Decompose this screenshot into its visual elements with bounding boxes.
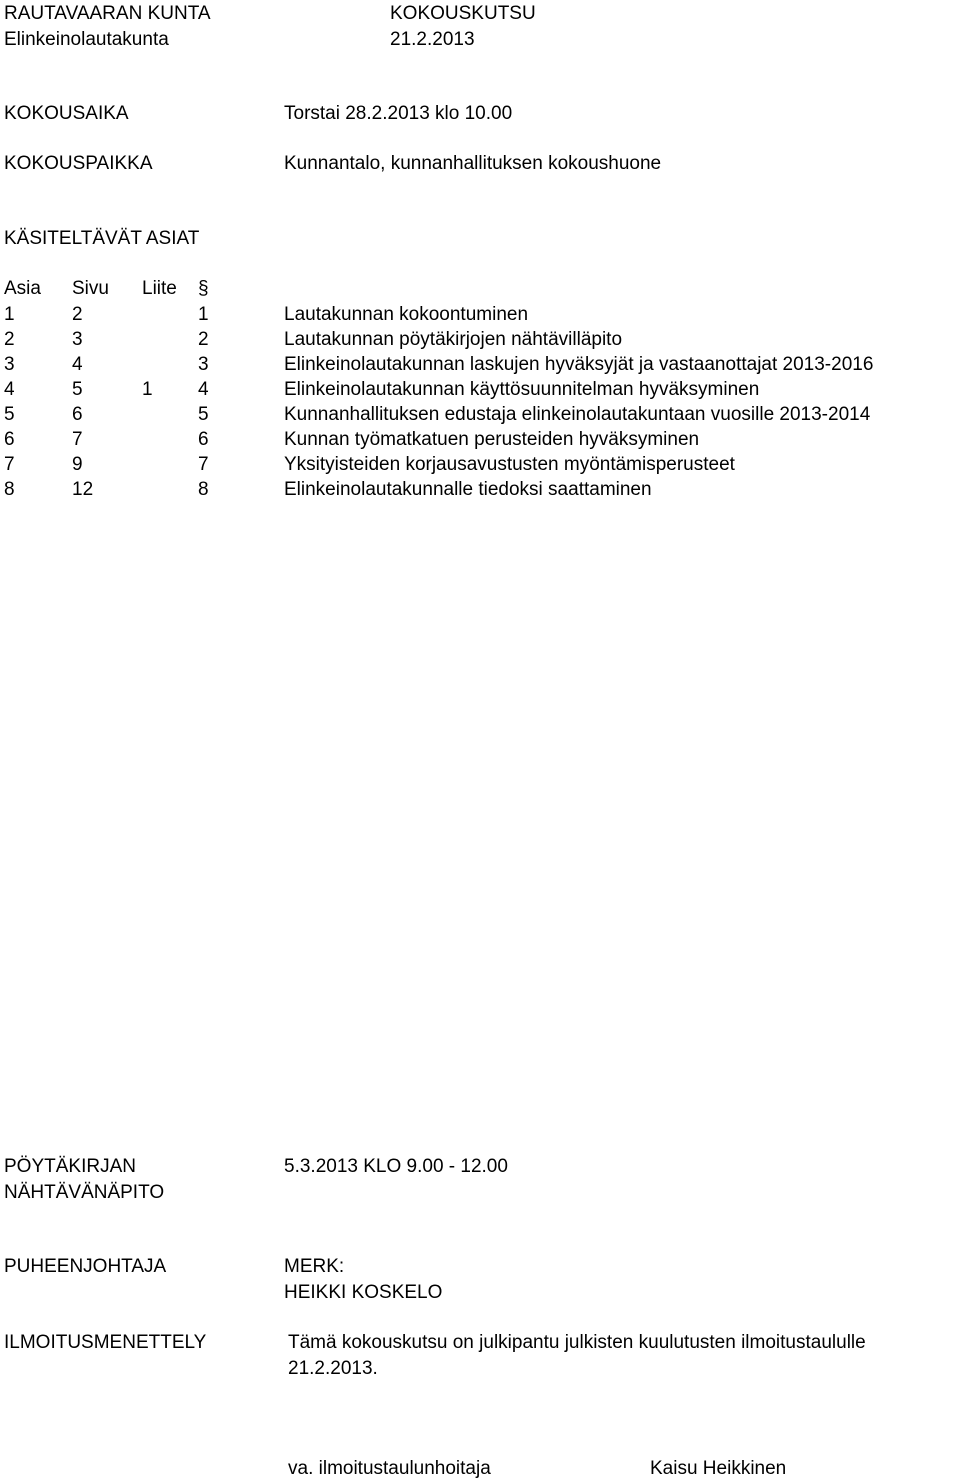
- minutes-label-line2: NÄHTÄVÄNÄPITO: [4, 1182, 165, 1203]
- agenda-section: 3: [198, 354, 209, 375]
- meeting-place-value: Kunnantalo, kunnanhallituksen kokoushuone: [284, 153, 662, 174]
- meeting-time-value: Torstai 28.2.2013 klo 10.00: [284, 103, 513, 124]
- column-header-section: §: [198, 278, 209, 299]
- agenda-asia: 3: [4, 354, 15, 375]
- agenda-title: Elinkeinolautakunnan käyttösuunnitelman hyväksyminen: [284, 379, 760, 400]
- column-header-sivu: Sivu: [72, 278, 109, 299]
- agenda-section: 8: [198, 479, 209, 500]
- agenda-title: Elinkeinolautakunnan laskujen hyväksyjät ja vastaanottajat 2013-2016: [284, 354, 874, 375]
- minutes-label-line1: PÖYTÄKIRJAN: [4, 1156, 136, 1177]
- agenda-sivu: 3: [72, 329, 83, 350]
- notice-text-line1: Tämä kokouskutsu on julkipantu julkisten kuulutusten ilmoitustaululle: [288, 1332, 866, 1353]
- agenda-section: 6: [198, 429, 209, 450]
- chair-name: HEIKKI KOSKELO: [284, 1282, 443, 1303]
- meeting-time-label: KOKOUSAIKA: [4, 103, 129, 124]
- chair-label: PUHEENJOHTAJA: [4, 1256, 167, 1277]
- agenda-sivu: 4: [72, 354, 83, 375]
- agenda-title: Kunnanhallituksen edustaja elinkeinolautakuntaan vuosille 2013-2014: [284, 404, 871, 425]
- signer-name: Kaisu Heikkinen: [650, 1458, 787, 1479]
- agenda-section: 5: [198, 404, 209, 425]
- agenda-section: 1: [198, 304, 209, 325]
- signer-role: va. ilmoitustaulunhoitaja: [288, 1458, 491, 1479]
- agenda-liite: 1: [142, 379, 153, 400]
- committee-name: Elinkeinolautakunta: [4, 29, 169, 50]
- column-header-liite: Liite: [142, 278, 177, 299]
- municipality-name: RAUTAVAARAN KUNTA: [4, 3, 211, 24]
- agenda-title: Kunnan työmatkatuen perusteiden hyväksyminen: [284, 429, 700, 450]
- agenda-heading: KÄSITELTÄVÄT ASIAT: [4, 228, 200, 249]
- document-date: 21.2.2013: [390, 29, 475, 50]
- agenda-title: Elinkeinolautakunnalle tiedoksi saattaminen: [284, 479, 652, 500]
- notice-text-line2: 21.2.2013.: [288, 1358, 378, 1379]
- agenda-sivu: 7: [72, 429, 83, 450]
- agenda-section: 7: [198, 454, 209, 475]
- agenda-sivu: 2: [72, 304, 83, 325]
- agenda-asia: 4: [4, 379, 15, 400]
- column-header-asia: Asia: [4, 278, 41, 299]
- agenda-asia: 1: [4, 304, 15, 325]
- agenda-sivu: 12: [72, 479, 94, 500]
- meeting-place-label: KOKOUSPAIKKA: [4, 153, 153, 174]
- document-type: KOKOUSKUTSU: [390, 3, 536, 24]
- agenda-sivu: 5: [72, 379, 83, 400]
- agenda-title: Lautakunnan pöytäkirjojen nähtävilläpito: [284, 329, 623, 350]
- agenda-title: Yksityisteiden korjausavustusten myöntämisperusteet: [284, 454, 735, 475]
- agenda-asia: 5: [4, 404, 15, 425]
- chair-merk: MERK:: [284, 1256, 345, 1277]
- agenda-asia: 2: [4, 329, 15, 350]
- agenda-asia: 6: [4, 429, 15, 450]
- notice-label: ILMOITUSMENETTELY: [4, 1332, 207, 1353]
- agenda-asia: 7: [4, 454, 15, 475]
- agenda-sivu: 9: [72, 454, 83, 475]
- agenda-asia: 8: [4, 479, 15, 500]
- agenda-title: Lautakunnan kokoontuminen: [284, 304, 529, 325]
- minutes-display-time: 5.3.2013 KLO 9.00 - 12.00: [284, 1156, 508, 1177]
- agenda-section: 2: [198, 329, 209, 350]
- agenda-sivu: 6: [72, 404, 83, 425]
- agenda-section: 4: [198, 379, 209, 400]
